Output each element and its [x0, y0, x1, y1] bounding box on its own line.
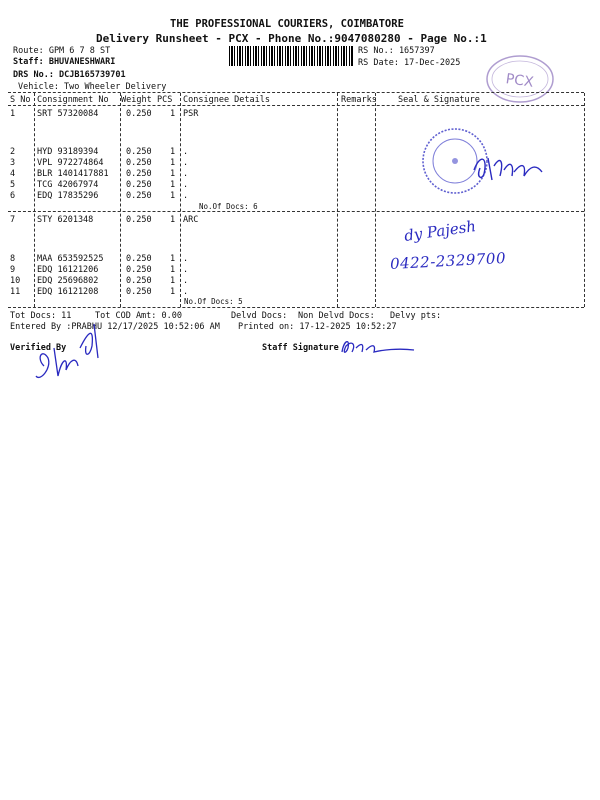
row-weight: 0.250 [126, 265, 152, 275]
row-weight: 0.250 [126, 180, 152, 190]
staff-label: Staff: BHUVANESHWARI [13, 57, 116, 67]
row-details: ARC [183, 215, 199, 225]
row-pcs: 1 [170, 254, 176, 264]
rs-date: RS Date: 17-Dec-2025 [358, 58, 461, 68]
row-consignment: SRT 57320084 [37, 109, 99, 119]
row-consignment: TCG 42067974 [37, 180, 99, 190]
row-consignment: VPL 972274864 [37, 158, 104, 168]
row-consignment: STY 6201348 [37, 215, 94, 225]
row-pcs: 1 [170, 147, 176, 157]
verified-by-label: Verified By [10, 343, 67, 353]
pcx-stamp [484, 53, 556, 105]
runsheet-title: Delivery Runsheet - PCX - Phone No.:9047080280 - Page No.:1 [96, 32, 487, 45]
vehicle-label: Vehicle: Two Wheeler Delivery [18, 82, 167, 92]
divider [120, 93, 121, 307]
row-consignment: EDQ 17835296 [37, 191, 99, 201]
table-bottom-rule [8, 307, 584, 308]
barcode [229, 46, 354, 66]
col-consignee: Consignee Details [183, 95, 270, 105]
col-pcs: PCS [157, 95, 173, 105]
row-sno: 1 [10, 109, 16, 119]
row-pcs: 1 [170, 158, 176, 168]
group-docs-count: No.Of Docs: 6 [199, 202, 258, 211]
header-top-rule [8, 92, 584, 93]
row-consignment: HYD 93189394 [37, 147, 99, 157]
row-pcs: 1 [170, 169, 176, 179]
row-details: . [183, 254, 189, 264]
row-weight: 0.250 [126, 287, 152, 297]
row-pcs: 1 [170, 109, 176, 119]
row-pcs: 1 [170, 276, 176, 286]
row-consignment: BLR 1401417881 [37, 169, 109, 179]
row-details: . [183, 147, 189, 157]
non-delivered-docs: Non Delvd Docs: [298, 311, 375, 321]
divider [375, 93, 376, 307]
header-bottom-rule [8, 105, 584, 106]
row-sno: 11 [10, 287, 21, 297]
row-details: . [183, 191, 189, 201]
handwritten-phone: 0422-2329700 [389, 248, 507, 274]
row-sno: 8 [10, 254, 16, 264]
row-details: PSR [183, 109, 199, 119]
staff-signature [338, 336, 418, 360]
row-details: . [183, 169, 189, 179]
row-sno: 5 [10, 180, 16, 190]
col-seal-signature: Seal & Signature [398, 95, 480, 105]
col-remarks: Remarks [341, 95, 377, 105]
row-weight: 0.250 [126, 169, 152, 179]
row-consignment: EDQ 16121208 [37, 287, 99, 297]
row-weight: 0.250 [126, 109, 152, 119]
divider [34, 93, 35, 307]
col-consignment: Consignment No [37, 95, 109, 105]
row-consignment: MAA 653592525 [37, 254, 104, 264]
row-weight: 0.250 [126, 276, 152, 286]
row-details: . [183, 287, 189, 297]
verifier-signature [28, 318, 118, 388]
rs-number: RS No.: 1657397 [358, 46, 435, 56]
signature-delivery-1 [470, 150, 550, 186]
row-consignment: EDQ 25696802 [37, 276, 99, 286]
row-weight: 0.250 [126, 254, 152, 264]
divider [584, 93, 585, 307]
route-label: Route: GPM 6 7 8 ST [13, 46, 111, 56]
row-weight: 0.250 [126, 215, 152, 225]
row-pcs: 1 [170, 265, 176, 275]
row-sno: 4 [10, 169, 16, 179]
group-rule [8, 211, 584, 212]
total-cod: Tot COD Amt: 0.00 [95, 311, 182, 321]
entered-by: Entered By :PRABHU 12/17/2025 10:52:06 AM [10, 322, 220, 332]
row-sno: 3 [10, 158, 16, 168]
row-details: . [183, 158, 189, 168]
total-docs: Tot Docs: 11 [10, 311, 72, 321]
row-sno: 7 [10, 215, 16, 225]
row-sno: 6 [10, 191, 16, 201]
row-pcs: 1 [170, 287, 176, 297]
row-details: . [183, 180, 189, 190]
row-consignment: EDQ 16121206 [37, 265, 99, 275]
col-weight: Weight [121, 95, 152, 105]
handwritten-receiver: dy Pajesh [403, 217, 477, 245]
row-weight: 0.250 [126, 147, 152, 157]
row-details: . [183, 265, 189, 275]
row-sno: 2 [10, 147, 16, 157]
row-sno: 10 [10, 276, 21, 286]
drs-number: DRS No.: DCJB165739701 [13, 70, 126, 80]
group-docs-count: No.Of Docs: 5 [184, 297, 243, 306]
printed-on: Printed on: 17-12-2025 10:52:27 [238, 322, 397, 332]
row-weight: 0.250 [126, 191, 152, 201]
divider [180, 93, 181, 307]
divider [337, 93, 338, 307]
delivery-points: Delvy pts: [390, 311, 442, 321]
row-sno: 9 [10, 265, 16, 275]
staff-signature-label: Staff Signature [262, 343, 339, 353]
row-pcs: 1 [170, 180, 176, 190]
delivered-docs: Delvd Docs: [231, 311, 288, 321]
row-pcs: 1 [170, 215, 176, 225]
company-title: THE PROFESSIONAL COURIERS, COIMBATORE [170, 18, 404, 30]
pcx-stamp-text: PCX [504, 71, 535, 91]
row-pcs: 1 [170, 191, 176, 201]
row-weight: 0.250 [126, 158, 152, 168]
col-sno: S No [10, 95, 31, 105]
row-details: . [183, 276, 189, 286]
